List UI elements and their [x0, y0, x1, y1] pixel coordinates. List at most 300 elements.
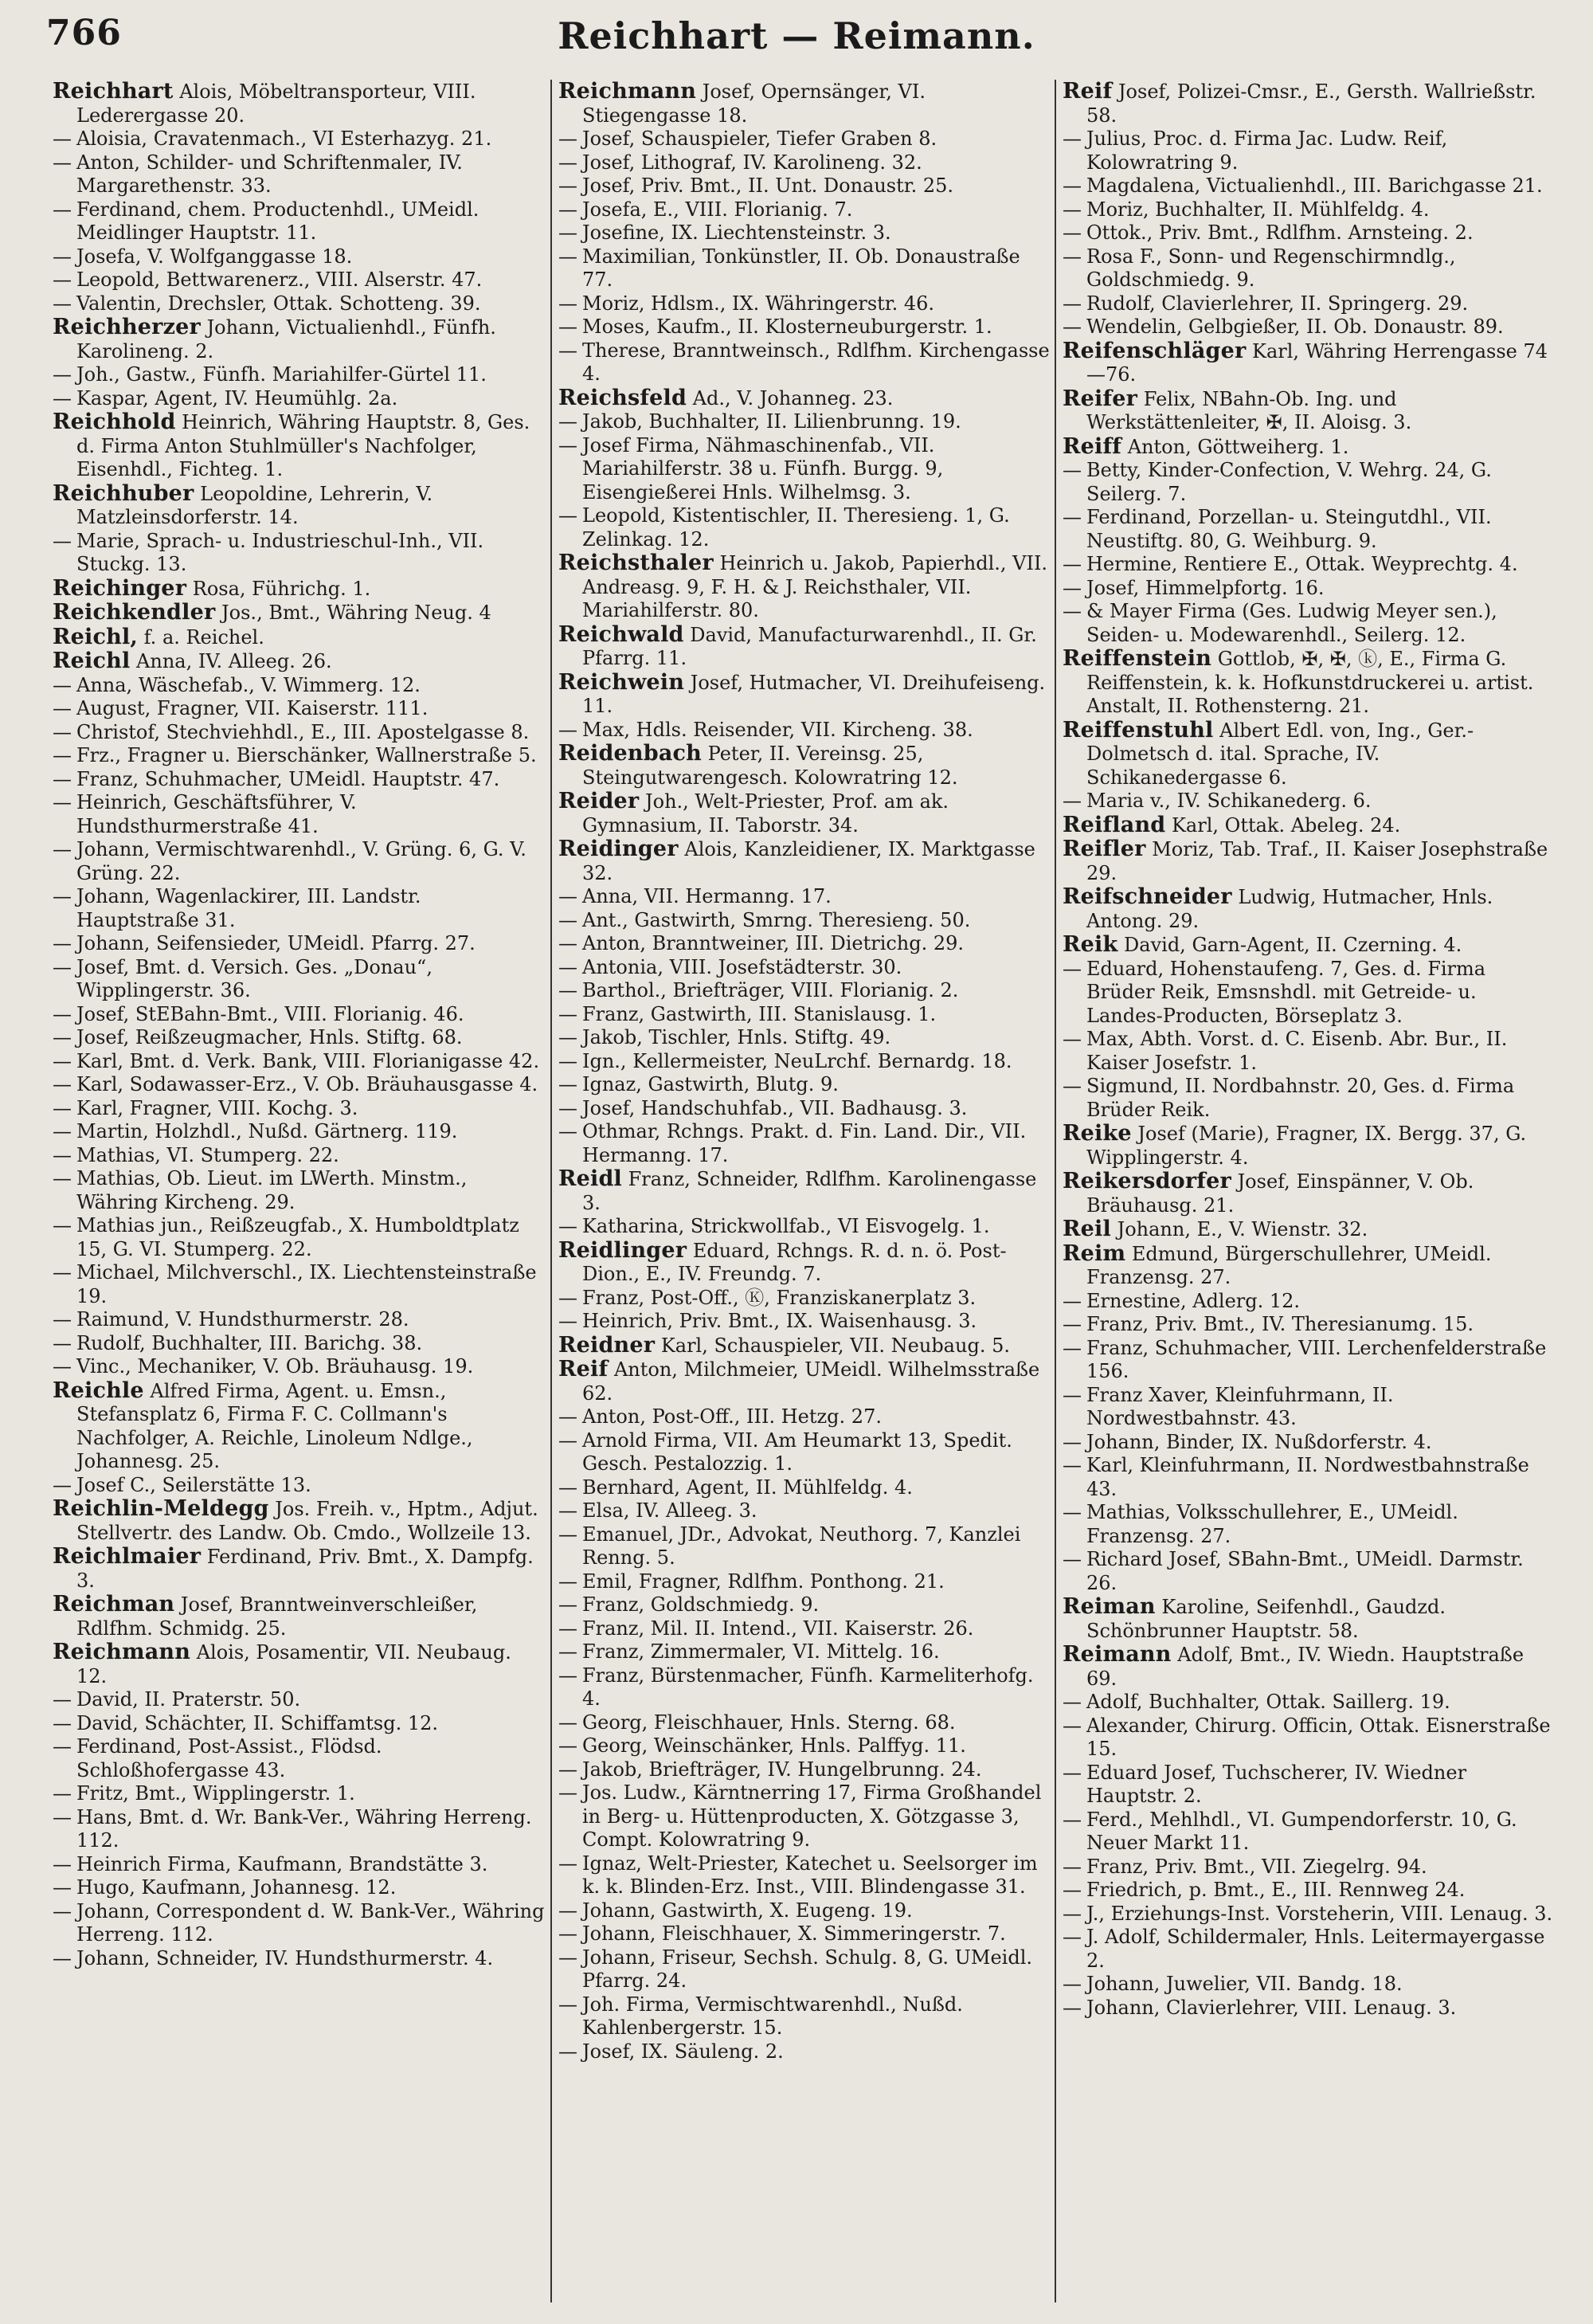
directory-entry [1063, 837, 1554, 885]
continuation-dash: — [53, 744, 72, 766]
entry-text: Johann, Binder, IX. Nußdorferstr. 4. [1086, 1430, 1432, 1453]
entry-text: Albert Edl. von, Ing., Ger.-Dolmetsch d. ital. Sprache, IV. Schikanedergasse 6. [1086, 719, 1474, 789]
directory-entry [558, 1852, 1050, 1899]
directory-entry [1063, 1454, 1554, 1501]
continuation-dash: — [53, 1143, 72, 1166]
directory-entry [53, 387, 546, 411]
entry-surname: Reichhold [53, 410, 176, 434]
entry-surname: Reifenschläger [1063, 338, 1247, 363]
entry-text: Therese, Branntweinsch., Rdlfhm. Kirchengasse 4. [582, 339, 1050, 385]
continuation-dash: — [558, 174, 577, 197]
entry-text: Eduard, Hohenstaufeng. 7, Ges. d. Firma Brüder Reik, Emsnshdl. mit Getreide- u. Landes-Producten, Börseplatz 3. [1086, 957, 1486, 1027]
entry-surname: Reidl [558, 1166, 623, 1191]
directory-entry [558, 174, 1050, 198]
entry-text: Alois, Möbeltransporteur, VIII. Lederergasse 20. [76, 80, 476, 127]
directory-entry [1063, 435, 1554, 460]
continuation-dash: — [1063, 174, 1082, 197]
directory-entry [558, 151, 1050, 175]
continuation-dash: — [558, 1758, 577, 1781]
entry-text: Ign., Kellermeister, NeuLrchf. Bernardg. 18. [582, 1049, 1012, 1072]
continuation-dash: — [558, 1781, 577, 1804]
entry-text: Josef, Opernsänger, VI. Stiegengasse 18. [582, 80, 926, 127]
directory-entry [558, 1287, 1050, 1311]
directory-entry [558, 1358, 1050, 1405]
entry-text: Hermine, Rentiere E., Ottak. Weyprechtg. 4. [1086, 553, 1518, 575]
entry-surname: Reifland [1063, 812, 1166, 837]
entry-text: Josef C., Seilerstätte 13. [76, 1473, 311, 1496]
directory-entry [1063, 1028, 1554, 1075]
entry-text: Joh., Welt-Priester, Prof. am ak. Gymnasium, II. Taborstr. 34. [582, 790, 949, 837]
entry-text: Vinc., Mechaniker, V. Ob. Bräuhausg. 19. [76, 1355, 474, 1378]
entry-text: Ernestine, Adlerg. 12. [1086, 1289, 1301, 1312]
continuation-dash: — [558, 1073, 577, 1095]
continuation-dash: — [558, 1570, 577, 1593]
entry-text: Adolf, Bmt., IV. Wiedn. Hauptstraße 69. [1086, 1644, 1525, 1690]
entry-text: Josef Firma, Nähmaschinenfab., VII. Mariahilferstr. 38 u. Fünfh. Burgg. 9, Eisengießerei Hnls. Wilhelmsg. 3. [582, 433, 944, 504]
continuation-dash: — [1063, 459, 1082, 481]
entry-text: Leopold, Bettwarenerz., VIII. Alserstr. 47. [76, 268, 483, 291]
entry-text: Hugo, Kaufmann, Johannesg. 12. [76, 1876, 397, 1899]
entry-text: Joh. Firma, Vermischtwarenhdl., Nußd. Kahlenbergerstr. 15. [582, 1993, 963, 2039]
directory-entry [53, 838, 546, 885]
directory-entry [53, 1947, 546, 1971]
entry-text: Michael, Milchverschl., IX. Liechtensteinstraße 19. [76, 1261, 537, 1307]
entry-text: Moriz, Hdlsm., IX. Währingerstr. 46. [582, 292, 935, 315]
continuation-dash: — [1063, 1501, 1082, 1523]
continuation-dash: — [53, 1876, 72, 1899]
continuation-dash: — [1063, 198, 1082, 221]
continuation-dash: — [558, 1734, 577, 1757]
continuation-dash: — [1063, 1973, 1082, 1995]
continuation-dash: — [558, 1002, 577, 1025]
entry-text: Maria v., IV. Schikanederg. 6. [1086, 790, 1372, 812]
entry-text: Mathias, VI. Stumperg. 22. [76, 1143, 339, 1166]
entry-surname: Reider [558, 789, 640, 813]
continuation-dash: — [53, 1120, 72, 1142]
directory-entry [558, 386, 1050, 411]
continuation-dash: — [558, 1499, 577, 1522]
continuation-dash: — [1063, 1855, 1082, 1878]
entry-text: Richard Josef, SBahn-Bmt., UMeidl. Darmstr. 26. [1086, 1548, 1524, 1594]
directory-entry [558, 956, 1050, 980]
continuation-dash: — [558, 1428, 577, 1452]
entry-text: Josef, Handschuhfab., VII. Badhausg. 3. [582, 1096, 968, 1119]
entry-text: Franz, Schuhmacher, UMeidl. Hauptstr. 47. [76, 767, 500, 790]
directory-entry [53, 1050, 546, 1074]
entry-text: Alfred Firma, Agent. u. Emsn., Stefansplatz 6, Firma F. C. Collmann's Nachfolger, A. Reichle, Linoleum Ndlge., Johannesg. 25. [76, 1379, 473, 1472]
directory-entry [53, 697, 546, 721]
entry-text: Karl, Sodawasser-Erz., V. Ob. Bräuhausgasse 4. [76, 1073, 538, 1095]
directory-entry [53, 721, 546, 745]
continuation-dash: — [1063, 1714, 1082, 1737]
running-head: Reichhart — Reimann. [558, 14, 1035, 57]
continuation-dash: — [53, 529, 72, 552]
entry-text: Kaspar, Agent, IV. Heumühlg. 2a. [76, 386, 398, 410]
directory-entry [558, 671, 1050, 719]
entry-text: Jakob, Buchhalter, II. Lilienbrunng. 19. [582, 410, 961, 433]
entry-text: Anton, Branntweiner, III. Dietrichg. 29. [582, 932, 965, 954]
entry-text: Leopold, Kistentischler, II. Theresieng. 1, G. Zelinkag. 12. [582, 504, 1010, 551]
directory-entry [53, 1355, 546, 1379]
entry-text: Johann, Wagenlackirer, III. Landstr. Hauptstraße 31. [76, 885, 421, 931]
continuation-dash: — [558, 1476, 577, 1499]
entry-text: Aloisia, Cravatenmach., VI Esterhazyg. 21. [76, 127, 492, 150]
directory-entry [53, 1853, 546, 1877]
directory-entry [1063, 80, 1554, 127]
continuation-dash: — [1063, 292, 1082, 315]
directory-entry [558, 1523, 1050, 1570]
entry-text: Jos. Freih. v., Hptm., Adjut. Stellvertr. des Landw. Ob. Cmdo., Wollzeile 13. [76, 1498, 538, 1544]
directory-entry [558, 1758, 1050, 1782]
directory-entry [1063, 647, 1554, 719]
entry-text: Ignaz, Gastwirth, Blutg. 9. [582, 1073, 839, 1095]
directory-entry [1063, 885, 1554, 933]
directory-entry [558, 719, 1050, 743]
entry-surname: Reifschneider [1063, 884, 1232, 909]
entry-surname: Reidner [558, 1332, 656, 1358]
directory-entry [1063, 339, 1554, 387]
directory-entry [1063, 1809, 1554, 1856]
entry-text: Hans, Bmt. d. Wr. Bank-Ver., Währing Herreng. 112. [76, 1805, 532, 1852]
entry-text: Julius, Proc. d. Firma Jac. Ludw. Reif, Kolowratring 9. [1086, 127, 1448, 174]
entry-text: Alois, Posamentir, VII. Neubaug. 12. [76, 1641, 511, 1687]
entry-surname: Reiffenstein [1063, 646, 1212, 671]
entry-text: Franz, Post-Off., Ⓚ, Franziskanerplatz 3. [582, 1286, 977, 1309]
continuation-dash: — [1063, 1879, 1082, 1901]
continuation-dash: — [558, 1664, 577, 1687]
directory-entry [53, 1712, 546, 1736]
entry-text: Valentin, Drechsler, Ottak. Schotteng. 39. [76, 292, 481, 315]
directory-entry [558, 837, 1050, 885]
entry-text: Ignaz, Welt-Priester, Katechet u. Seelsorger im k. k. Blinden-Erz. Inst., VIII. Blindengasse 31. [582, 1852, 1038, 1898]
continuation-dash: — [1063, 1383, 1082, 1406]
continuation-dash: — [53, 1782, 72, 1805]
directory-entry [1063, 933, 1554, 958]
directory-entry [558, 1310, 1050, 1334]
directory-columns [46, 80, 1560, 2302]
directory-entry [53, 1261, 546, 1308]
directory-entry [558, 1781, 1050, 1852]
continuation-dash: — [1063, 1289, 1082, 1312]
continuation-dash: — [53, 1096, 72, 1119]
directory-entry [558, 198, 1050, 222]
directory-entry [558, 1097, 1050, 1121]
entry-surname: Reichkendler [53, 600, 216, 625]
entry-text: Ferd., Mehlhdl., VI. Gumpendorferstr. 10, G. Neuer Markt 11. [1086, 1808, 1517, 1854]
continuation-dash: — [558, 1026, 577, 1048]
entry-text: Franz, Schneider, Rdlfhm. Karolinengasse 3. [582, 1168, 1037, 1214]
directory-entry [558, 1120, 1050, 1167]
directory-entry [53, 1545, 546, 1593]
directory-entry [53, 1026, 546, 1050]
continuation-dash: — [1063, 790, 1082, 812]
continuation-dash: — [53, 791, 72, 813]
entry-text: Josefine, IX. Liechtensteinstr. 3. [582, 221, 891, 244]
entry-surname: Reichwald [558, 621, 684, 647]
directory-entry [1063, 506, 1554, 553]
entry-surname: Reiman [1063, 1594, 1156, 1619]
entry-surname: Reif [1063, 80, 1113, 104]
continuation-dash: — [53, 1167, 72, 1189]
column-middle [550, 80, 1055, 2302]
column-left [46, 80, 550, 2302]
continuation-dash: — [53, 245, 72, 268]
directory-entry [558, 1073, 1050, 1097]
directory-entry [558, 221, 1050, 245]
entry-text: Ottok., Priv. Bmt., Rdlfhm. Arnsteing. 2. [1086, 221, 1474, 244]
directory-entry [1063, 553, 1554, 577]
entry-surname: Reichle [53, 1378, 144, 1403]
entry-text: Ferdinand, Post-Assist., Flödsd. Schloßhofergasse 43. [76, 1735, 382, 1781]
directory-entry [53, 1144, 546, 1168]
entry-text: David, Manufacturwarenhdl., II. Gr. Pfarrg. 11. [582, 623, 1037, 669]
directory-entry [53, 1073, 546, 1097]
directory-entry [558, 292, 1050, 316]
entry-surname: Reichhuber [53, 480, 194, 506]
directory-entry [558, 1899, 1050, 1923]
directory-entry [558, 1167, 1050, 1215]
continuation-dash: — [558, 221, 577, 244]
directory-entry [558, 339, 1050, 386]
entry-surname: Reichlin-Meldegg [53, 1496, 269, 1521]
entry-text: Franz, Mil. II. Intend., VII. Kaiserstr. 26. [582, 1617, 974, 1640]
entry-text: Christof, Stechviehhdl., E., III. Apostelgasse 8. [76, 720, 530, 743]
entry-text: Rudolf, Clavierlehrer, II. Springerg. 29. [1086, 292, 1469, 315]
directory-entry [1063, 600, 1554, 647]
continuation-dash: — [53, 198, 72, 221]
directory-entry [53, 80, 546, 127]
continuation-dash: — [558, 151, 577, 174]
directory-entry [1063, 221, 1554, 245]
entry-text: Leopoldine, Lehrerin, V. Matzleinsdorferstr. 14. [76, 482, 433, 528]
directory-entry [1063, 958, 1554, 1029]
directory-entry [53, 1167, 546, 1214]
continuation-dash: — [53, 1805, 72, 1828]
entry-surname: Reidenbach [558, 741, 703, 766]
directory-entry [53, 885, 546, 932]
entry-text: Johann, Fleischhauer, X. Simmeringerstr. 7. [582, 1922, 1006, 1945]
entry-text: Johann, Friseur, Sechsh. Schulg. 8, G. UMeidl. Pfarrg. 24. [582, 1946, 1032, 1992]
entry-text: Anton, Schilder- und Schriftenmaler, IV. Margarethenstr. 33. [76, 151, 463, 197]
entry-text: Franz, Bürstenmacher, Fünfh. Karmeliterhofg. 4. [582, 1664, 1034, 1710]
entry-text: Josef, Schauspieler, Tiefer Graben 8. [582, 127, 937, 150]
continuation-dash: — [558, 1049, 577, 1072]
entry-text: Heinrich, Geschäftsführer, V. Hundsthurmerstraße 41. [76, 791, 357, 837]
entry-text: Franz, Priv. Bmt., IV. Theresianumg. 15. [1086, 1313, 1474, 1335]
entry-surname: Reikersdorfer [1063, 1169, 1231, 1193]
entry-surname: Reim [1063, 1240, 1126, 1266]
continuation-dash: — [1063, 1926, 1082, 1948]
continuation-dash: — [1063, 1691, 1082, 1713]
entry-text: August, Fragner, VII. Kaiserstr. 111. [76, 697, 429, 719]
directory-entry [558, 1003, 1050, 1027]
continuation-dash: — [1063, 1808, 1082, 1831]
entry-text: Josefa, E., VIII. Florianig. 7. [582, 198, 853, 221]
entry-text: Karl, Währing Herrengasse 74—76. [1086, 339, 1548, 386]
entry-text: Karl, Bmt. d. Verk. Bank, VIII. Florianigasse 42. [76, 1049, 540, 1072]
continuation-dash: — [1063, 1548, 1082, 1570]
entry-text: Georg, Fleischhauer, Hnls. Sterng. 68. [582, 1711, 956, 1734]
continuation-dash: — [53, 268, 72, 291]
directory-entry [1063, 1691, 1554, 1715]
entry-text: Johann, Seifensieder, UMeidl. Pfarrg. 27. [76, 932, 476, 954]
continuation-dash: — [558, 1405, 577, 1428]
directory-entry [558, 2040, 1050, 2064]
entry-text: Felix, NBahn-Ob. Ing. und Werkstättenleiter, ✠, II. Aloisg. 3. [1086, 387, 1412, 433]
entry-text: Franz, Gastwirth, III. Stanislausg. 1. [582, 1002, 937, 1025]
continuation-dash: — [558, 504, 577, 527]
entry-text: Katharina, Strickwollfab., VI Eisvogelg. 1. [582, 1215, 990, 1237]
entry-text: Josef, Einspänner, V. Ob. Bräuhausg. 21. [1086, 1170, 1474, 1217]
directory-entry [558, 1334, 1050, 1358]
continuation-dash: — [1063, 221, 1082, 244]
entry-text: Ferdinand, chem. Productenhdl., UMeidl. Meidlinger Hauptstr. 11. [76, 198, 479, 244]
entry-text: Magdalena, Victualienhdl., III. Barichgasse 21. [1086, 174, 1543, 197]
directory-entry [53, 1379, 546, 1474]
entry-text: Jakob, Briefträger, IV. Hungelbrunng. 24. [582, 1758, 982, 1781]
entry-text: Johann, Clavierlehrer, VIII. Lenaug. 3. [1086, 1996, 1457, 2019]
entry-text: Rudolf, Buchhalter, III. Barichg. 38. [76, 1331, 423, 1354]
continuation-dash: — [53, 1735, 72, 1758]
directory-entry [1063, 1973, 1554, 1997]
continuation-dash: — [53, 1002, 72, 1025]
entry-text: Rosa F., Sonn- und Regenschirmndlg., Goldschmiedg. 9. [1086, 245, 1456, 291]
entry-surname: Reichwein [558, 669, 685, 695]
directory-entry [558, 1922, 1050, 1946]
directory-entry [558, 909, 1050, 933]
directory-entry [558, 1711, 1050, 1735]
directory-entry [1063, 1595, 1554, 1643]
entry-text: Johann, Vermischtwarenhdl., V. Grüng. 6, G. V. Grüng. 22. [76, 838, 526, 884]
directory-entry [53, 956, 546, 1003]
continuation-dash: — [558, 410, 577, 433]
continuation-dash: — [53, 1946, 72, 1969]
directory-entry [558, 1993, 1050, 2040]
directory-entry [53, 1593, 546, 1640]
directory-entry [558, 127, 1050, 151]
continuation-dash: — [1063, 1028, 1082, 1050]
directory-entry [53, 744, 546, 768]
continuation-dash: — [558, 339, 577, 362]
continuation-dash: — [53, 932, 72, 954]
entry-text: Franz, Zimmermaler, VI. Mittelg. 16. [582, 1640, 940, 1663]
directory-entry [53, 601, 546, 625]
directory-entry [53, 1688, 546, 1712]
continuation-dash: — [53, 1688, 72, 1711]
entry-text: Josef, Bmt. d. Versich. Ges. „Donau“, Wipplingerstr. 36. [76, 955, 432, 1001]
directory-entry [53, 1497, 546, 1545]
continuation-dash: — [53, 1308, 72, 1331]
entry-text: Edmund, Bürgerschullehrer, UMeidl. Franzensg. 27. [1086, 1242, 1492, 1288]
entry-text: Othmar, Rchngs. Prakt. d. Fin. Land. Dir., VII. Hermanng. 17. [582, 1120, 1027, 1166]
entry-surname: Reifler [1063, 837, 1146, 861]
directory-entry [558, 1215, 1050, 1239]
entry-text: Josef, Branntweinverschleißer, Rdlfhm. Schmidg. 25. [76, 1593, 478, 1640]
entry-text: Antonia, VIII. Josefstädterstr. 30. [582, 955, 902, 978]
entry-text: Frz., Fragner u. Bierschänker, Wallnerstraße 5. [76, 744, 537, 766]
continuation-dash: — [558, 433, 577, 457]
entry-text: Eduard, Rchngs. R. d. n. ö. Post-Dion., E., IV. Freundg. 7. [582, 1239, 1007, 1285]
entry-text: Heinrich u. Jakob, Papierhdl., VII. Andreasg. 9, F. H. & J. Reichsthaler, VII. Mariahilferstr. 80. [582, 552, 1048, 621]
entry-text: Ferdinand, Priv. Bmt., X. Dampfg. 3. [76, 1546, 534, 1592]
directory-entry [558, 790, 1050, 837]
entry-text: Karl, Kleinfuhrmann, II. Nordwestbahnstraße 43. [1086, 1454, 1529, 1500]
entry-text: Franz Xaver, Kleinfuhrmann, II. Nordwestbahnstr. 43. [1086, 1383, 1394, 1429]
continuation-dash: — [53, 1355, 72, 1378]
entry-surname: Reik [1063, 932, 1118, 957]
continuation-dash: — [53, 720, 72, 743]
entry-text: Josef (Marie), Fragner, IX. Bergg. 37, G. Wipplingerstr. 4. [1086, 1123, 1527, 1169]
entry-text: Alois, Kanzleidiener, IX. Marktgasse 32. [582, 838, 1035, 884]
continuation-dash: — [1063, 1075, 1082, 1097]
directory-entry [53, 198, 546, 245]
entry-text: Elsa, IV. Alleeg. 3. [582, 1499, 757, 1522]
entry-text: Franz, Schuhmacher, VIII. Lerchenfelderstraße 156. [1086, 1336, 1547, 1382]
directory-entry [1063, 174, 1554, 198]
continuation-dash: — [558, 315, 577, 338]
entry-text: Alexander, Chirurg. Officin, Ottak. Eisnerstraße 15. [1086, 1714, 1551, 1760]
directory-entry [558, 1734, 1050, 1758]
entry-text: Eduard Josef, Tuchscherer, IV. Wiedner Hauptstr. 2. [1086, 1761, 1467, 1807]
continuation-dash: — [53, 1049, 72, 1072]
entry-text: Franz, Goldschmiedg. 9. [582, 1593, 820, 1616]
directory-entry [558, 1570, 1050, 1594]
entry-text: Moses, Kaufm., II. Klosterneuburgerstr. 1. [582, 315, 992, 338]
directory-entry [53, 625, 546, 650]
continuation-dash: — [558, 1899, 577, 1922]
entry-text: Ferdinand, Porzellan- u. Steingutdhl., VII. Neustiftg. 80, G. Weihburg. 9. [1086, 506, 1492, 552]
continuation-dash: — [558, 1640, 577, 1663]
directory-entry [1063, 1903, 1554, 1926]
directory-entry [558, 1946, 1050, 1993]
continuation-dash: — [53, 1026, 72, 1048]
entry-text: Martin, Holzhdl., Nußd. Gärtnerg. 119. [76, 1120, 458, 1142]
directory-entry [558, 623, 1050, 671]
entry-text: Karl, Fragner, VIII. Kochg. 3. [76, 1096, 358, 1119]
entry-text: Bernhard, Agent, II. Mühlfeldg. 4. [582, 1476, 913, 1499]
continuation-dash: — [558, 1523, 577, 1546]
entry-text: Ant., Gastwirth, Smrng. Theresieng. 50. [582, 908, 971, 931]
directory-entry [558, 1050, 1050, 1074]
directory-entry [53, 410, 546, 482]
entry-surname: Reifer [1063, 386, 1138, 411]
continuation-dash: — [53, 151, 72, 174]
entry-text: Ad., V. Johanneg. 23. [692, 386, 894, 410]
continuation-dash: — [558, 1922, 577, 1945]
continuation-dash: — [53, 1711, 72, 1734]
entry-text: Anna, VII. Hermanng. 17. [582, 885, 832, 907]
directory-entry [1063, 1501, 1554, 1548]
directory-entry [1063, 813, 1554, 838]
entry-text: Moriz, Buchhalter, II. Mühlfeldg. 4. [1086, 198, 1430, 221]
continuation-dash: — [1063, 315, 1082, 338]
entry-text: Raimund, V. Hundsthurmerstr. 28. [76, 1308, 409, 1331]
continuation-dash: — [53, 386, 72, 410]
entry-text: Anton, Milchmeier, UMeidl. Wilhelmsstraße 62. [582, 1358, 1040, 1405]
directory-entry [558, 245, 1050, 292]
entry-surname: Reichmann [53, 1640, 191, 1664]
entry-text: Karl, Schauspieler, VII. Neubaug. 5. [660, 1334, 1010, 1357]
entry-surname: Reimann [1063, 1642, 1172, 1667]
entry-text: Emanuel, JDr., Advokat, Neuthorg. 7, Kanzlei Renng. 5. [582, 1523, 1021, 1569]
directory-entry [1063, 1643, 1554, 1691]
entry-text: Arnold Firma, VII. Am Heumarkt 13, Spedit. Gesch. Pestalozzig. 1. [582, 1428, 1012, 1475]
entry-text: Wendelin, Gelbgießer, II. Ob. Donaustr. 89. [1086, 315, 1504, 338]
entry-text: Joh., Gastw., Fünfh. Mariahilfer-Gürtel 11. [76, 363, 487, 386]
directory-entry [1063, 1170, 1554, 1217]
entry-surname: Reichsthaler [558, 551, 714, 575]
continuation-dash: — [558, 955, 577, 978]
